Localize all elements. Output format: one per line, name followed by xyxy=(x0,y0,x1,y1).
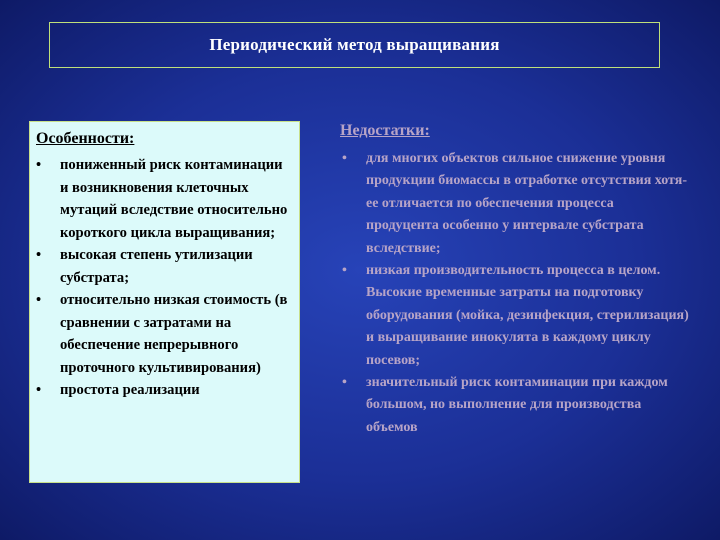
drawbacks-column xyxy=(340,120,690,439)
list-item xyxy=(340,260,690,372)
list-item xyxy=(34,154,293,244)
bullet: • xyxy=(36,292,42,308)
features-list xyxy=(34,154,293,402)
slide-title: Периодический метод выращивания xyxy=(209,35,500,54)
drawback-text: значительный риск контаминации при каждом большом, но выполнение для производства объемов xyxy=(366,375,668,435)
feature-text: простота реализации xyxy=(60,382,200,398)
bullet: • xyxy=(342,375,347,391)
feature-text: относительно низкая стоимость (в сравнении с затратами на обеспечение непрерывного проточного культивирования) xyxy=(60,292,288,376)
bullet: • xyxy=(342,263,347,279)
list-item xyxy=(34,244,293,289)
bullet: • xyxy=(342,151,347,166)
bullet: • xyxy=(36,247,42,263)
bullet: • xyxy=(36,157,42,173)
drawback-text: низкая производительность процесса в целом. Высокие временные затраты на подготовку оборудования (мойка, дезинфекция, стерилизация) и выращивание инокулята в каждому циклу посевов; xyxy=(366,263,689,368)
list-item xyxy=(340,372,690,439)
title-box xyxy=(49,22,660,68)
features-box xyxy=(29,121,300,483)
list-item xyxy=(340,148,690,260)
list-item xyxy=(34,379,293,402)
feature-text: высокая степень утилизации субстрата; xyxy=(60,247,253,286)
drawbacks-heading: Недостатки: xyxy=(340,122,430,139)
drawback-text: для многих объектов сильное снижение уровня продукции биомассы в отработке отсутствия хотя-ее отличается по обеспечения процесса продуцента особенно у интервале субстрата вследствие; xyxy=(366,151,687,256)
features-heading: Особенности: xyxy=(36,130,135,147)
drawbacks-list xyxy=(340,148,690,439)
feature-text: пониженный риск контаминации и возникновения клеточных мутаций вследствие относительно короткого цикла выращивания; xyxy=(60,157,288,241)
bullet: • xyxy=(36,382,42,398)
list-item xyxy=(34,289,293,379)
